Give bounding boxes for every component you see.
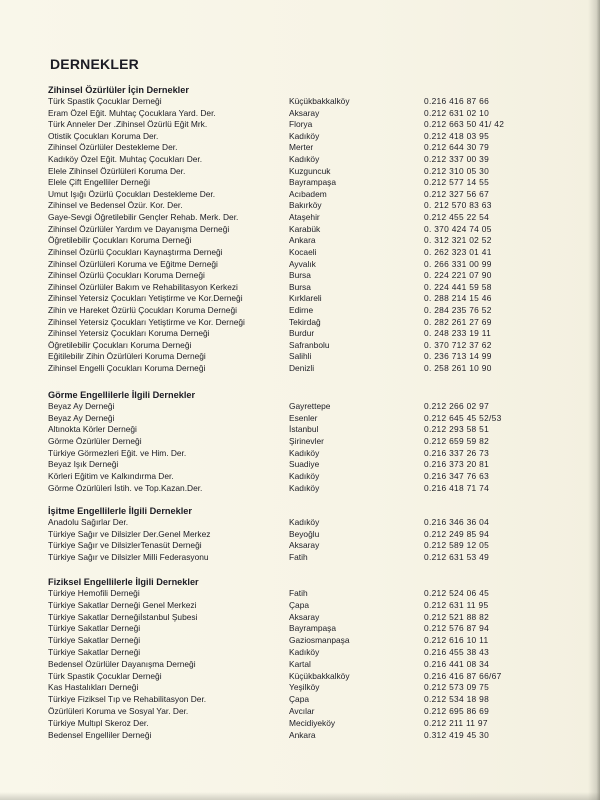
association-phone: 0.212 573 09 75 xyxy=(424,682,490,693)
association-name: Eram Özel Eğit. Muhtaç Çocuklara Yard. Der. xyxy=(48,107,216,118)
association-phone: 0.212 534 18 98 xyxy=(424,694,490,705)
association-location: Tekirdağ xyxy=(289,316,321,327)
association-phone: 0.212 663 50 41/ 42 xyxy=(424,119,505,130)
association-name: Bedensel Engelliler Derneği xyxy=(48,729,152,740)
page-edge-shadow xyxy=(588,0,600,800)
association-phone: 0.216 373 20 81 xyxy=(424,459,490,470)
association-name: Zihinsel Yetersiz Çocukları Yetiştirme ve Kor. Derneği xyxy=(48,316,245,327)
association-name: Kadıköy Özel Eğit. Muhtaç Çocukları Der. xyxy=(48,154,203,165)
association-location: Bayrampaşa xyxy=(289,177,337,188)
association-phone: 0. 282 261 27 69 xyxy=(424,316,492,327)
association-location: Aksaray xyxy=(289,107,320,118)
association-phone: 0. 370 712 37 62 xyxy=(424,339,492,350)
association-phone: 0. 312 321 02 52 xyxy=(424,235,492,246)
association-name: Eğitilebilir Zihin Özürlüleri Koruma Derneği xyxy=(48,351,206,362)
association-name: Türkiye Sakatlar Derneği xyxy=(48,623,141,634)
association-name: Zihinsel Yetersiz Çocukları Koruma Derneği xyxy=(48,328,210,339)
association-name: Görme Özürlüleri İstih. ve Top.Kazan.Der. xyxy=(48,482,203,493)
association-phone: 0. 284 235 76 52 xyxy=(424,304,492,315)
table-row xyxy=(48,671,548,683)
association-location: Fatih xyxy=(289,588,308,598)
table-row xyxy=(48,200,548,212)
association-location: Kadıköy xyxy=(289,646,320,657)
association-phone: 0.212 211 11 97 xyxy=(424,717,488,728)
association-location: İstanbul xyxy=(289,424,319,435)
association-location: Safranbolu xyxy=(289,339,330,350)
association-name: Öğretilebilir Çocukları Koruma Derneği xyxy=(48,339,192,350)
association-name: Altınokta Körler Derneği xyxy=(48,424,137,435)
table-row xyxy=(48,96,548,108)
table-row xyxy=(48,659,548,671)
association-name: Zihinsel Özürlü Çocukları Koruma Derneği xyxy=(48,270,205,281)
association-phone: 0.212 455 22 54 xyxy=(424,212,490,223)
association-location: Burdur xyxy=(289,328,315,339)
association-phone: 0. 236 713 14 99 xyxy=(424,351,492,362)
table-row xyxy=(48,166,548,178)
table-row xyxy=(48,259,548,271)
association-name: Türkiye Sağır ve Dilsizler Der.Genel Merkez xyxy=(48,528,211,539)
association-phone: 0.212 266 02 97 xyxy=(424,401,490,411)
association-phone: 0.212 310 05 30 xyxy=(424,165,490,176)
association-name: Anadolu Sağırlar Der. xyxy=(48,517,129,527)
table-row xyxy=(48,471,548,483)
table-row xyxy=(48,328,548,340)
section-heading: Görme Engellilerle İlgili Dernekler xyxy=(48,390,196,400)
association-location: Kadıköy xyxy=(289,447,320,458)
association-phone: 0.212 659 59 82 xyxy=(424,436,490,447)
association-name: Türkiye Sakatlar Derneğiİstanbul Şubesi xyxy=(48,611,198,622)
association-name: Körleri Eğitim ve Kalkındırma Der. xyxy=(48,471,174,482)
table-row xyxy=(48,317,548,329)
association-name: Kas Hastalıkları Derneği xyxy=(48,682,139,693)
page-title: DERNEKLER xyxy=(50,56,139,72)
table-row xyxy=(48,436,548,448)
association-list xyxy=(48,517,548,564)
association-phone: 0.312 419 45 30 xyxy=(424,729,490,740)
association-name: Beyaz Ay Derneği xyxy=(48,412,115,423)
association-location: Kadıköy xyxy=(289,482,320,493)
association-phone: 0.216 347 76 63 xyxy=(424,471,490,482)
section-physical-disabilities xyxy=(48,576,548,741)
table-row xyxy=(48,401,548,413)
table-row xyxy=(48,340,548,352)
association-list xyxy=(48,96,548,375)
association-location: Kadıköy xyxy=(289,154,320,165)
association-location: Kadıköy xyxy=(289,517,320,527)
association-name: Türkiye Sağır ve Dilsizler Milli Federasyonu xyxy=(48,552,209,563)
table-row xyxy=(48,305,548,317)
table-row xyxy=(48,212,548,224)
association-phone: 0. 224 441 59 58 xyxy=(424,281,492,292)
association-phone: 0.212 576 87 94 xyxy=(424,623,490,634)
association-location: Kartal xyxy=(289,658,311,669)
association-location: Florya xyxy=(289,119,313,130)
association-location: Salihli xyxy=(289,351,312,362)
table-row xyxy=(48,363,548,375)
table-row xyxy=(48,459,548,471)
table-row xyxy=(48,448,548,460)
table-row xyxy=(48,108,548,120)
association-location: Çapa xyxy=(289,694,310,705)
association-location: Karabük xyxy=(289,223,321,234)
association-location: Gayrettepe xyxy=(289,401,331,411)
association-location: Esenler xyxy=(289,412,318,423)
association-name: Zihinsel Özürlüleri Koruma ve Eğitme Derneği xyxy=(48,258,218,269)
association-name: Türk Spastik Çocuklar Derneği xyxy=(48,96,162,106)
association-location: Aksaray xyxy=(289,611,320,622)
table-row xyxy=(48,647,548,659)
association-name: Gaye-Sevgi Öğretilebilir Gençler Rehab. Merk. Der. xyxy=(48,212,239,223)
table-row xyxy=(48,483,548,495)
association-location: Fatih xyxy=(289,552,308,563)
association-name: Beyaz Ay Derneği xyxy=(48,401,115,411)
association-phone: 0.212 644 30 79 xyxy=(424,142,490,153)
table-row xyxy=(48,718,548,730)
table-row xyxy=(48,270,548,282)
table-row xyxy=(48,235,548,247)
association-phone: 0.212 616 10 11 xyxy=(424,635,489,646)
association-name: Türkiye Fiziksel Tıp ve Rehabilitasyon Der. xyxy=(48,694,207,705)
association-name: Zihinsel Özürlüler Yardım ve Dayanışma Derneği xyxy=(48,223,230,234)
section-visual-disabilities xyxy=(48,389,548,495)
table-row xyxy=(48,154,548,166)
association-location: Merter xyxy=(289,142,314,153)
association-name: Zihinsel Özürlü Çocukları Kaynaştırma Derneği xyxy=(48,246,223,257)
association-name: Zihinsel Engelli Çocukları Koruma Derneği xyxy=(48,363,206,374)
association-name: Türk Spastik Çocuklar Derneği xyxy=(48,670,162,681)
table-row xyxy=(48,131,548,143)
association-name: Türkiye Hemofili Derneği xyxy=(48,588,140,598)
association-phone: 0.212 631 11 95 xyxy=(424,599,489,610)
association-location: Acıbadem xyxy=(289,188,327,199)
table-row xyxy=(48,552,548,564)
association-location: Bursa xyxy=(289,270,311,281)
section-hearing-disabilities xyxy=(48,505,548,564)
association-phone: 0.212 589 12 05 xyxy=(424,540,490,551)
association-location: Çapa xyxy=(289,599,310,610)
association-name: Elele Çift Engelliler Derneği xyxy=(48,177,150,188)
association-location: Kadıköy xyxy=(289,130,320,141)
association-name: Umut Işığı Özürlü Çocukları Destekleme Der. xyxy=(48,188,216,199)
association-name: Beyaz Işık Derneği xyxy=(48,459,119,470)
association-location: Denizli xyxy=(289,363,315,374)
association-phone: 0.216 455 38 43 xyxy=(424,646,490,657)
association-location: Kuzguncuk xyxy=(289,165,331,176)
association-name: Zihinsel Yetersiz Çocukları Yetiştirme ve Kor.Derneği xyxy=(48,293,243,304)
association-name: Özürlüleri Koruma ve Sosyal Yar. Der. xyxy=(48,705,189,716)
association-phone: 0.216 416 87 66 xyxy=(424,96,490,106)
association-phone: 0. 212 570 83 63 xyxy=(424,200,492,211)
association-name: Türkiye Sağır ve DilsizlerTenasüt Derneği xyxy=(48,540,202,551)
table-row xyxy=(48,529,548,541)
association-phone: 0. 258 261 10 90 xyxy=(424,363,492,374)
section-mental-disabilities xyxy=(48,84,548,375)
association-phone: 0.216 346 36 04 xyxy=(424,517,490,527)
association-name: Bedensel Özürlüler Dayanışma Derneği xyxy=(48,658,196,669)
association-location: Aksaray xyxy=(289,540,320,551)
table-row xyxy=(48,413,548,425)
association-name: Türk Anneler Der .Zihinsel Özürlü Eğit Mrk. xyxy=(48,119,208,130)
association-location: Kocaeli xyxy=(289,246,317,257)
association-location: Bakırköy xyxy=(289,200,322,211)
association-location: Küçükbakkalköy xyxy=(289,96,350,106)
association-phone: 0.212 327 56 67 xyxy=(424,188,490,199)
association-phone: 0. 262 323 01 41 xyxy=(424,246,492,257)
association-name: Türkiye Multıpl Skeroz Der. xyxy=(48,717,149,728)
association-name: Türkiye Sakatlar Derneği xyxy=(48,646,141,657)
association-location: Ankara xyxy=(289,235,316,246)
association-name: Türkiye Görmezleri Eğit. ve Him. Der. xyxy=(48,447,187,458)
association-location: Bursa xyxy=(289,281,311,292)
association-phone: 0.212 249 85 94 xyxy=(424,528,490,539)
table-row xyxy=(48,635,548,647)
association-name: Zihinsel ve Bedensel Özür. Kor. Der. xyxy=(48,200,183,211)
table-row xyxy=(48,588,548,600)
association-location: Yeşilköy xyxy=(289,682,320,693)
table-row xyxy=(48,730,548,742)
association-location: Ankara xyxy=(289,729,316,740)
page-bottom-shadow xyxy=(0,792,600,800)
table-row xyxy=(48,224,548,236)
association-phone: 0.212 645 45 52/53 xyxy=(424,412,502,423)
association-phone: 0.212 524 06 45 xyxy=(424,588,490,598)
association-list xyxy=(48,588,548,741)
association-location: Küçükbakkalköy xyxy=(289,670,350,681)
association-phone: 0.212 577 14 55 xyxy=(424,177,490,188)
table-row xyxy=(48,600,548,612)
association-phone: 0.216 337 26 73 xyxy=(424,447,490,458)
association-name: Zihin ve Hareket Özürlü Çocukları Koruma Derneği xyxy=(48,304,237,315)
association-phone: 0. 266 331 00 99 xyxy=(424,258,492,269)
association-phone: 0. 370 424 74 05 xyxy=(424,223,492,234)
table-row xyxy=(48,189,548,201)
table-row xyxy=(48,351,548,363)
association-name: Öğretilebilir Çocukları Koruma Derneği xyxy=(48,235,192,246)
association-phone: 0.212 631 53 49 xyxy=(424,552,490,563)
table-row xyxy=(48,682,548,694)
table-row xyxy=(48,282,548,294)
association-phone: 0. 224 221 07 90 xyxy=(424,270,492,281)
association-phone: 0.212 631 02 10 xyxy=(424,107,490,118)
association-location: Ayvalık xyxy=(289,258,316,269)
table-row xyxy=(48,293,548,305)
association-name: Zihinsel Özürlüler Bakım ve Rehabilitasyon Kerkezi xyxy=(48,281,238,292)
association-location: Avcılar xyxy=(289,705,315,716)
table-row xyxy=(48,119,548,131)
association-location: Bayrampaşa xyxy=(289,623,337,634)
association-phone: 0. 248 233 19 11 xyxy=(424,328,492,339)
association-phone: 0.216 416 87 66/67 xyxy=(424,670,502,681)
association-location: Ataşehir xyxy=(289,212,320,223)
association-phone: 0.216 418 71 74 xyxy=(424,482,490,493)
association-phone: 0. 288 214 15 46 xyxy=(424,293,492,304)
table-row xyxy=(48,247,548,259)
association-name: Türkiye Sakatlar Derneği xyxy=(48,635,141,646)
section-heading: İşitme Engellilerle İlgili Dernekler xyxy=(48,506,192,516)
association-location: Mecidiyeköy xyxy=(289,717,336,728)
association-location: Kırklareli xyxy=(289,293,322,304)
association-location: Edirne xyxy=(289,304,314,315)
association-list xyxy=(48,401,548,495)
section-heading: Fiziksel Engellilerle İlgili Dernekler xyxy=(48,577,199,587)
association-phone: 0.216 441 08 34 xyxy=(424,658,490,669)
table-row xyxy=(48,142,548,154)
table-row xyxy=(48,623,548,635)
table-row xyxy=(48,177,548,189)
association-name: Elele Zihinsel Özürlüleri Koruma Der. xyxy=(48,165,186,176)
table-row xyxy=(48,517,548,529)
section-heading: Zihinsel Özürlüler İçin Dernekler xyxy=(48,85,189,95)
association-name: Otistik Çocukları Koruma Der. xyxy=(48,130,159,141)
association-location: Şirinevler xyxy=(289,436,324,447)
table-row xyxy=(48,706,548,718)
association-name: Zihinsel Özürlüler Destekleme Der. xyxy=(48,142,178,153)
table-row xyxy=(48,540,548,552)
association-location: Gaziosmanpaşa xyxy=(289,635,350,646)
association-phone: 0.212 695 86 69 xyxy=(424,705,490,716)
association-phone: 0.212 521 88 82 xyxy=(424,611,490,622)
association-phone: 0.212 293 58 51 xyxy=(424,424,490,435)
association-location: Beyoğlu xyxy=(289,528,320,539)
association-name: Türkiye Sakatlar Derneği Genel Merkezi xyxy=(48,599,197,610)
association-phone: 0.212 337 00 39 xyxy=(424,154,490,165)
association-location: Kadıköy xyxy=(289,471,320,482)
association-location: Suadiye xyxy=(289,459,320,470)
table-row xyxy=(48,612,548,624)
table-row xyxy=(48,694,548,706)
association-name: Görme Özürlüler Derneği xyxy=(48,436,142,447)
table-row xyxy=(48,424,548,436)
association-phone: 0.212 418 03 95 xyxy=(424,130,490,141)
